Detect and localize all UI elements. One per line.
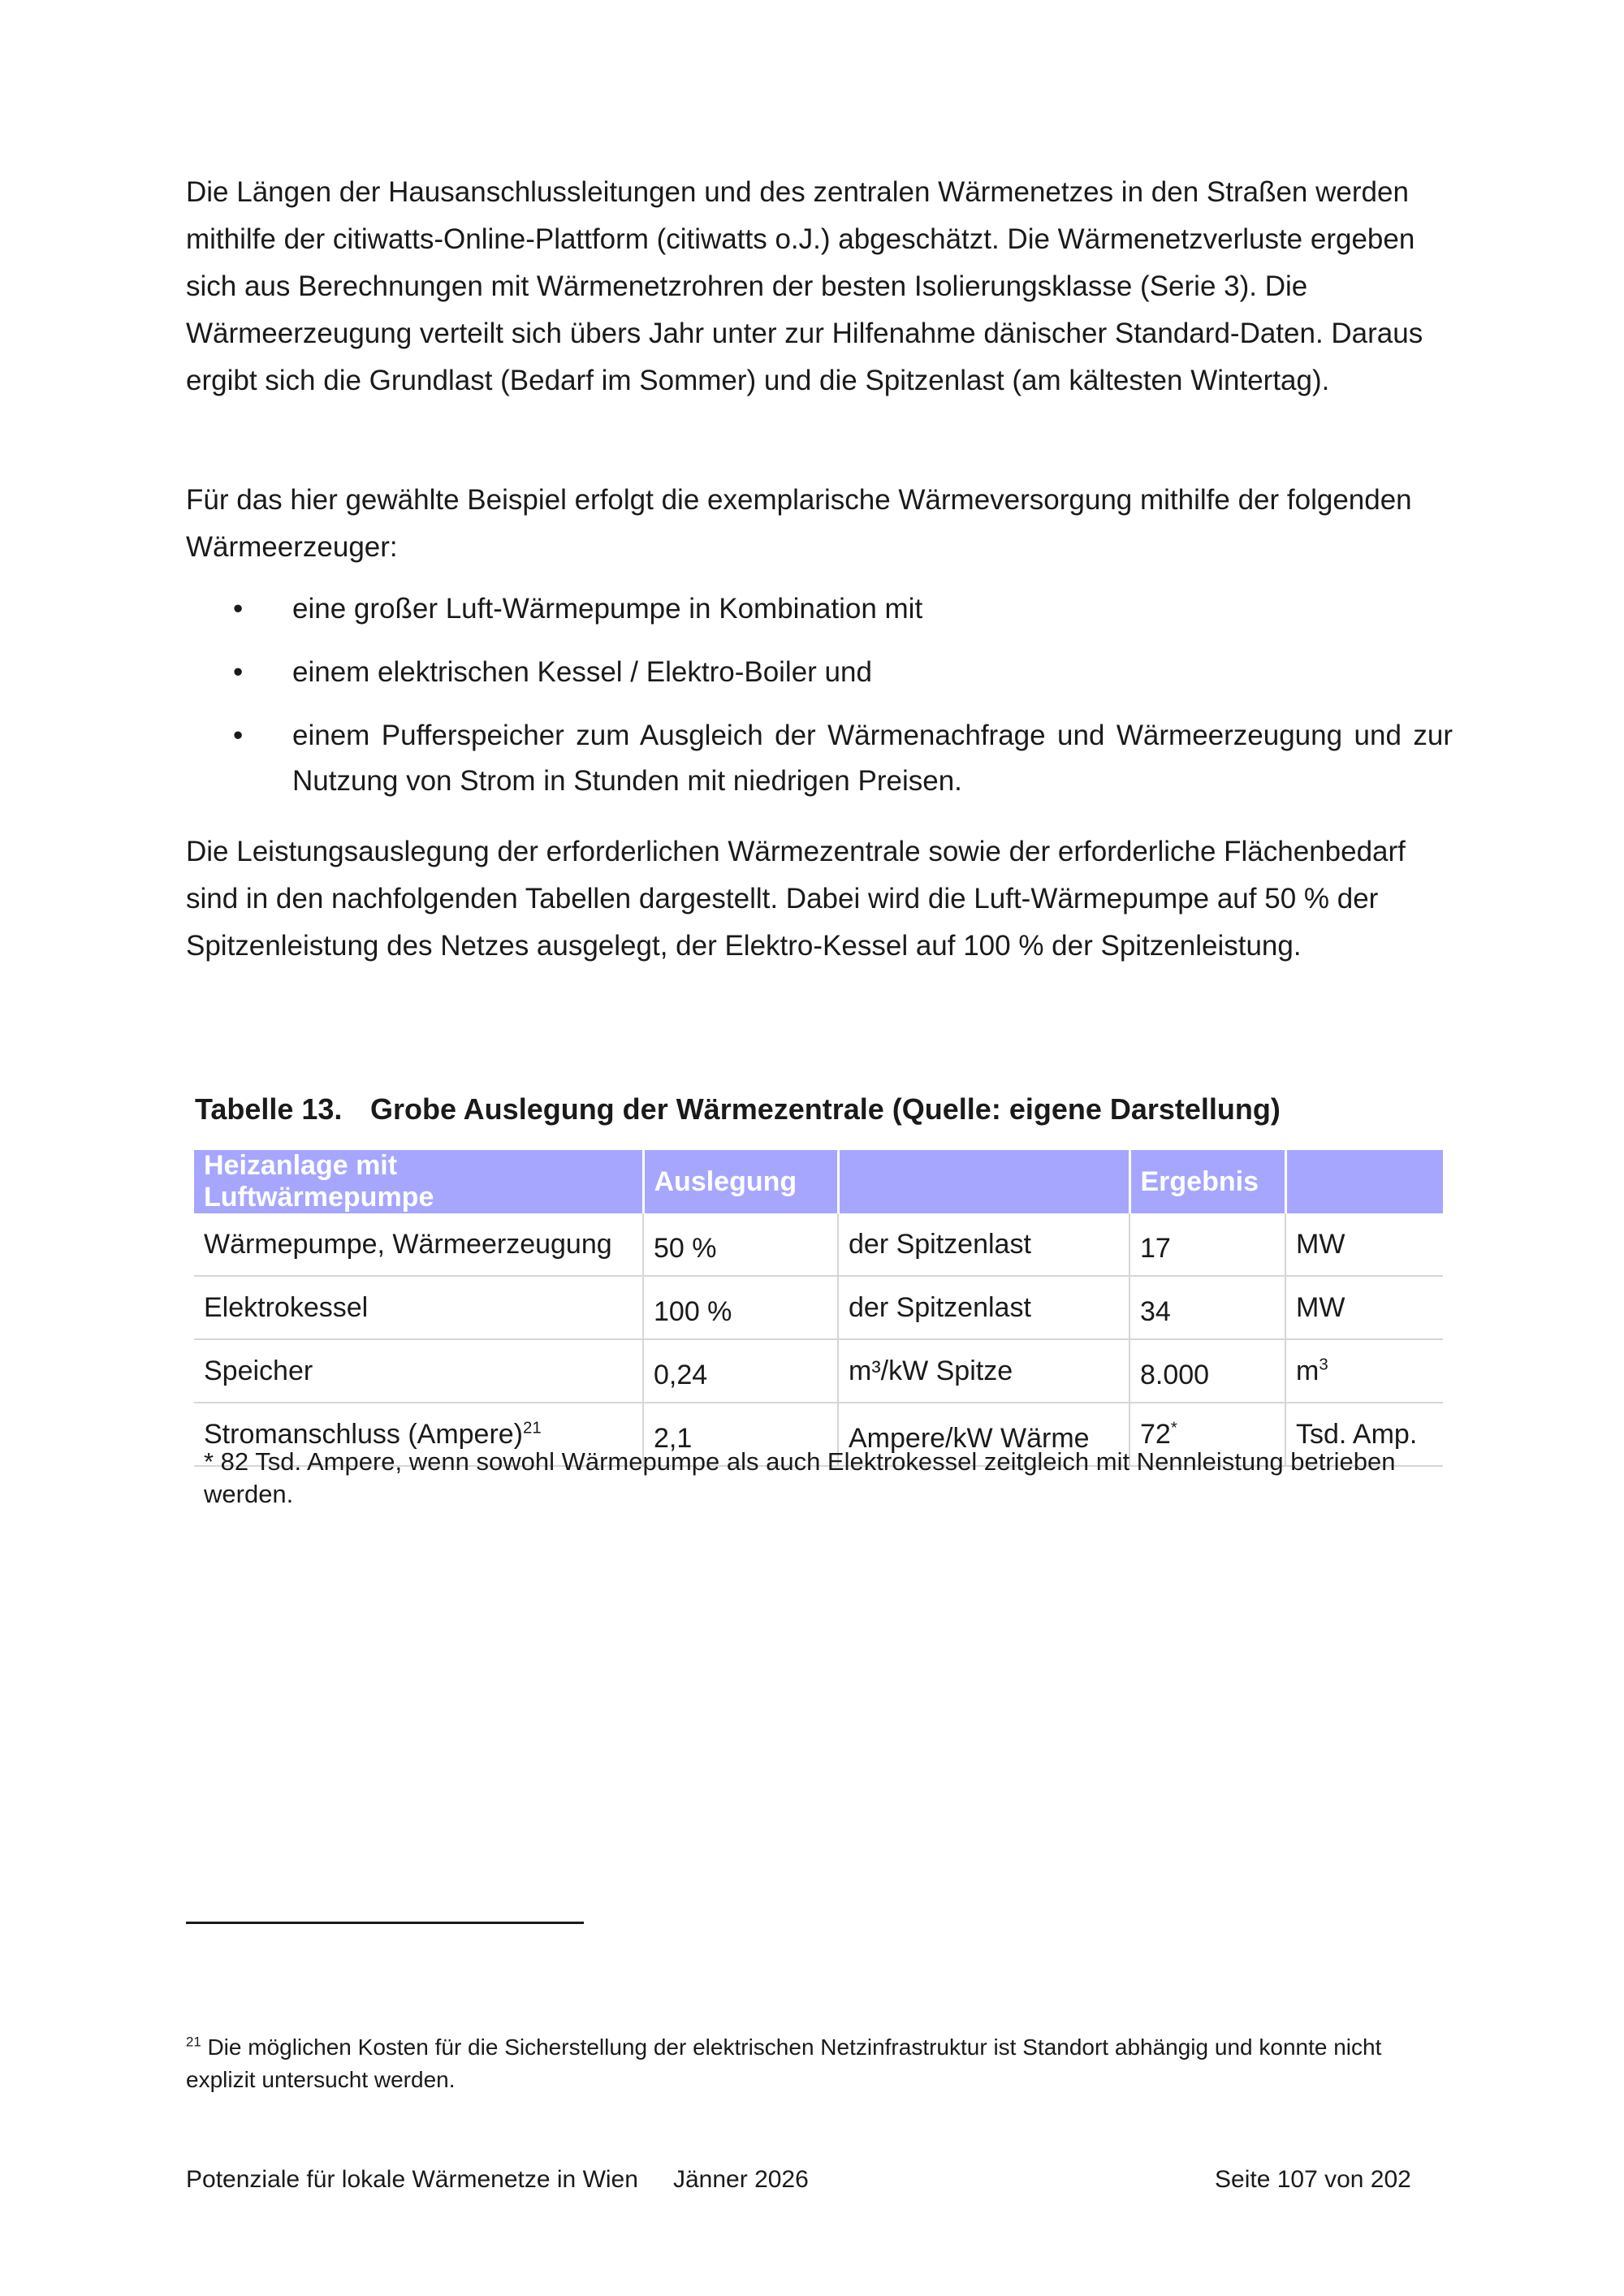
footnote-text: Die möglichen Kosten für die Sicherstellung der elektrischen Netzinfrastruktur ist Standort abhängig und konnte nicht explizit untersucht werden. — [186, 2034, 1382, 2092]
footnote-reference: 21 — [523, 1419, 542, 1438]
result-value: 8.000 — [1129, 1339, 1285, 1403]
column-header: Ergebnis — [1129, 1150, 1285, 1213]
footer-page-number: Seite 107 von 202 — [1215, 2166, 1411, 2193]
paragraph-example-intro: Für das hier gewählte Beispiel erfolgt die exemplarische Wärmeversorgung mithilfe der folgenden Wärmeerzeuger: — [186, 484, 1412, 563]
heat-generator-list — [186, 586, 1453, 822]
paragraph-heat-network-lengths: Die Längen der Hausanschlussleitungen und des zentralen Wärmenetzes in den Straßen werden mithilfe der citiwatts-Online-Plattform (citiwatts o.J.) abgeschätzt. Die Wärmenetzverluste ergeben sich aus Berechnungen mit Wärmenetzrohren der besten Isolierungsklasse (Serie 3). Die Wärmeerzeugung verteilt sich übers Jahr unter zur Hilfenahme dänischer Standard-Daten. Daraus ergibt sich die Grundlast (Bedarf im Sommer) und die Spitzenlast (am kältesten Wintertag). — [186, 176, 1423, 396]
design-value: 2,1 — [643, 1403, 838, 1466]
paragraph-capacity-design: Die Leistungsauslegung der erforderlichen Wärmezentrale sowie der erforderliche Flächenbedarf sind in den nachfolgenden Tabellen dargestellt. Dabei wird die Luft-Wärmepumpe auf 50 % der Spitzenleistung des Netzes ausgelegt, der Elektro-Kessel auf 100 % der Spitzenleistung. — [186, 836, 1406, 962]
footnote-divider — [186, 1922, 584, 1924]
design-basis: der Spitzenlast — [838, 1213, 1129, 1276]
table-caption-title: Grobe Auslegung der Wärmezentrale (Quelle: eigene Darstellung) — [370, 1092, 1281, 1126]
list-item — [186, 713, 1453, 804]
column-header: Heizanlage mit Luftwärmepumpe — [194, 1150, 643, 1213]
heat-center-design-table — [194, 1150, 1443, 1467]
column-header — [838, 1150, 1129, 1213]
table-header-row — [194, 1150, 1443, 1213]
row-label: Wärmepumpe, Wärmeerzeugung — [194, 1213, 643, 1276]
result-unit: MW — [1285, 1213, 1443, 1276]
footer-title: Potenziale für lokale Wärmenetze in Wien — [186, 2166, 638, 2193]
list-item-text: eine großer Luft-Wärmepumpe in Kombination mit — [292, 593, 923, 625]
footnote — [186, 2031, 1436, 2096]
table-note: * 82 Tsd. Ampere, wenn sowohl Wärmepumpe als auch Elektrokessel zeitgleich mit Nennleistung betrieben werden. — [204, 1447, 1396, 1508]
result-unit: MW — [1285, 1276, 1443, 1339]
result-unit: $m^3$ — [1285, 1339, 1443, 1403]
table-row — [194, 1276, 1443, 1339]
list-item — [186, 650, 1453, 695]
design-basis: der Spitzenlast — [838, 1276, 1129, 1339]
list-item-text: einem Pufferspeicher zum Ausgleich der Wärmenachfrage und Wärmeerzeugung und zur Nutzung von Strom in Stunden mit niedrigen Preisen. — [292, 720, 1453, 797]
footer-date: Jänner 2026 — [673, 2166, 809, 2193]
row-label: Elektrokessel — [194, 1276, 643, 1339]
table-row — [194, 1339, 1443, 1403]
design-value: 0,24 — [643, 1339, 838, 1403]
design-value: 100 % — [643, 1276, 838, 1339]
bullet-symbol: • — [233, 593, 244, 625]
result-value: 34 — [1129, 1276, 1285, 1339]
column-header — [1285, 1150, 1443, 1213]
column-header: Auslegung — [643, 1150, 838, 1213]
result-unit: Tsd. Amp. — [1285, 1403, 1443, 1466]
table-row — [194, 1213, 1443, 1276]
design-basis: m³/kW Spitze — [838, 1339, 1129, 1403]
bullet-symbol: • — [233, 720, 244, 751]
table-caption-number: Tabelle 13. — [195, 1092, 343, 1126]
list-item — [186, 586, 1453, 632]
design-basis: Ampere/kW Wärme — [838, 1403, 1129, 1466]
design-value: 50 % — [643, 1213, 838, 1276]
list-item-text: einem elektrischen Kessel / Elektro-Boiler und — [292, 656, 872, 688]
row-label: Speicher — [194, 1339, 643, 1403]
table-caption — [195, 1087, 1281, 1132]
row-label: Stromanschluss (Ampere)$^{21}$ — [194, 1403, 643, 1466]
result-value: 17 — [1129, 1213, 1285, 1276]
footnote-marker: 21 — [186, 2034, 201, 2050]
bullet-symbol: • — [233, 656, 244, 688]
result-value: 72* — [1129, 1403, 1285, 1466]
